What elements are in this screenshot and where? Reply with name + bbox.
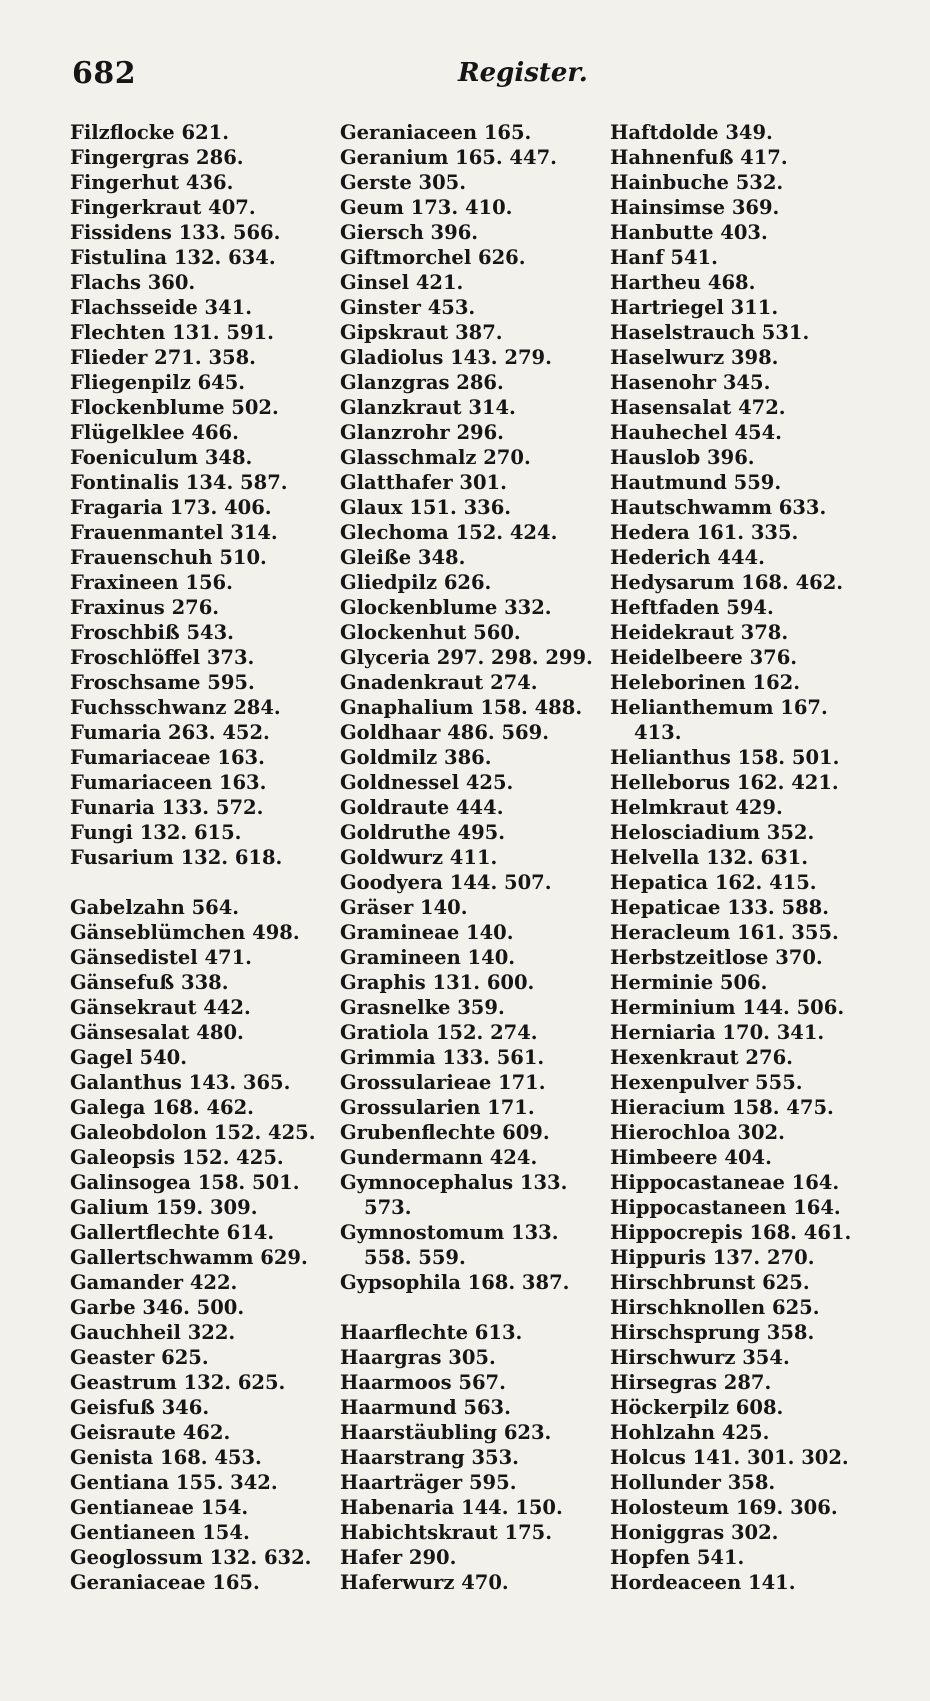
index-entry: Galeobdolon 152. 425. (70, 1121, 316, 1144)
index-entry: Herniaria 170. 341. (610, 1021, 825, 1044)
index-entry: Herminie 506. (610, 971, 768, 994)
index-entry: Hirsegras 287. (610, 1371, 772, 1394)
index-entry: Heracleum 161. 355. (610, 921, 839, 944)
index-entry: Haftdolde 349. (610, 121, 773, 144)
index-entry: Gänsedistel 471. (70, 946, 252, 969)
index-entry: Gallertflechte 614. (70, 1221, 275, 1244)
index-entry: Hanf 541. (610, 246, 718, 269)
index-entry: Graphis 131. 600. (340, 971, 535, 994)
index-column-2 (340, 120, 605, 1595)
index-entry: Hordeaceen 141. (610, 1571, 796, 1594)
index-entry: Goodyera 144. 507. (340, 871, 552, 894)
index-entry: Hexenkraut 276. (610, 1046, 793, 1069)
index-entry: Giersch 396. (340, 221, 479, 244)
index-entry: Goldruthe 495. (340, 821, 506, 844)
index-entry: Habichtskraut 175. (340, 1521, 553, 1544)
index-entry: Heleborinen 162. (610, 671, 801, 694)
index-entry: Garbe 346. 500. (70, 1296, 245, 1319)
index-entry: Geraniaceae 165. (70, 1571, 260, 1594)
index-entry: Fistulina 132. 634. (70, 246, 276, 269)
index-entry: Gabelzahn 564. (70, 896, 240, 919)
index-entry: Gnadenkraut 274. (340, 671, 538, 694)
index-entry: Glanzkraut 314. (340, 396, 516, 419)
index-entry: Gypsophila 168. 387. (340, 1271, 570, 1294)
index-entry: Hopfen 541. (610, 1546, 745, 1569)
index-entry: Gratiola 152. 274. (340, 1021, 538, 1044)
index-entry: Helvella 132. 631. (610, 846, 808, 869)
index-entry: Glanzrohr 296. (340, 421, 504, 444)
index-entry: Hirschknollen 625. (610, 1296, 820, 1319)
index-entry: Grasnelke 359. (340, 996, 505, 1019)
index-entry: Flachs 360. (70, 271, 196, 294)
index-entry: Gräser 140. (340, 896, 468, 919)
index-entry: Hirschbrunst 625. (610, 1271, 810, 1294)
index-entry: Geraniaceen 165. (340, 121, 532, 144)
index-entry: Fuchsschwanz 284. (70, 696, 281, 719)
index-entry: Geastrum 132. 625. (70, 1371, 286, 1394)
index-entry: Fraxineen 156. (70, 571, 233, 594)
index-entry: Goldnessel 425. (340, 771, 514, 794)
index-entry: Glasschmalz 270. (340, 446, 531, 469)
index-entry: Fingerkraut 407. (70, 196, 256, 219)
index-entry: Fragaria 173. 406. (70, 496, 272, 519)
index-column-3 (610, 120, 910, 1595)
section-gap (340, 1295, 605, 1320)
index-entry: Hippocastaneae 164. (610, 1171, 840, 1194)
index-entry: Hedera 161. 335. (610, 521, 799, 544)
index-entry: Grubenflechte 609. (340, 1121, 550, 1144)
index-entry: Helosciadium 352. (610, 821, 815, 844)
index-entry: Hauslob 396. (610, 446, 755, 469)
index-entry: Goldmilz 386. (340, 746, 492, 769)
index-entry: Gymnocephalus 133. (340, 1171, 568, 1194)
index-entry: Fungi 132. 615. (70, 821, 242, 844)
index-entry: Gymnostomum 133. (340, 1221, 559, 1244)
index-entry: Haselstrauch 531. (610, 321, 810, 344)
index-entry: Fumariaceae 163. (70, 746, 265, 769)
index-entry: Grossularien 171. (340, 1096, 535, 1119)
index-entry: Hirschsprung 358. (610, 1321, 815, 1344)
index-entry: Gliedpilz 626. (340, 571, 492, 594)
index-entry: Fingergras 286. (70, 146, 244, 169)
index-entry: Hautmund 559. (610, 471, 782, 494)
index-entry: Fumariaceen 163. (70, 771, 267, 794)
index-entry: Hierochloa 302. (610, 1121, 785, 1144)
index-entry: Helianthemum 167. (610, 696, 828, 719)
index-entry: Glechoma 152. 424. (340, 521, 558, 544)
index-entry: Hahnenfuß 417. (610, 146, 788, 169)
index-entry: Hasensalat 472. (610, 396, 786, 419)
index-entry: Galega 168. 462. (70, 1096, 254, 1119)
index-entry: Hainsimse 369. (610, 196, 780, 219)
index-entry: Froschlöffel 373. (70, 646, 255, 669)
index-entry: Foeniculum 348. (70, 446, 253, 469)
index-entry: Gentianeen 154. (70, 1521, 250, 1544)
index-entry: Gladiolus 143. 279. (340, 346, 552, 369)
index-entry: Giftmorchel 626. (340, 246, 526, 269)
index-entry: Gramineae 140. (340, 921, 514, 944)
index-entry: Höckerpilz 608. (610, 1396, 784, 1419)
index-entry: Goldwurz 411. (340, 846, 498, 869)
index-entry: Galium 159. 309. (70, 1196, 258, 1219)
index-entry: Herminium 144. 506. (610, 996, 845, 1019)
index-entry: Hasenohr 345. (610, 371, 771, 394)
index-entry: Frauenmantel 314. (70, 521, 278, 544)
index-entry: Hippocastaneen 164. (610, 1196, 841, 1219)
index-entry: Fumaria 263. 452. (70, 721, 270, 744)
index-entry: Holcus 141. 301. 302. (610, 1446, 849, 1469)
index-entry: Galinsogea 158. 501. (70, 1171, 300, 1194)
index-entry: Flieder 271. 358. (70, 346, 256, 369)
index-entry: Fingerhut 436. (70, 171, 234, 194)
index-entry: Hautschwamm 633. (610, 496, 827, 519)
index-entry: Grimmia 133. 561. (340, 1046, 545, 1069)
index-entry: Hohlzahn 425. (610, 1421, 770, 1444)
index-entry: Froschsame 595. (70, 671, 255, 694)
index-entry: Hainbuche 532. (610, 171, 784, 194)
section-gap (70, 870, 330, 895)
index-entry: Haarmund 563. (340, 1396, 511, 1419)
index-entry: Gänseblümchen 498. (70, 921, 300, 944)
index-entry: Haarträger 595. (340, 1471, 517, 1494)
index-entry: Fraxinus 276. (70, 596, 220, 619)
index-column-1 (70, 120, 330, 1595)
index-entry: Gramineen 140. (340, 946, 516, 969)
index-entry: Hepaticae 133. 588. (610, 896, 829, 919)
index-entry: Haselwurz 398. (610, 346, 779, 369)
index-entry: Haarflechte 613. (340, 1321, 523, 1344)
index-entry: Fontinalis 134. 587. (70, 471, 288, 494)
index-entry: Ginsel 421. (340, 271, 464, 294)
index-entry: Hederich 444. (610, 546, 765, 569)
index-entry: Gipskraut 387. (340, 321, 503, 344)
index-entry: Geoglossum 132. 632. (70, 1546, 312, 1569)
index-entry: Haarstäubling 623. (340, 1421, 552, 1444)
index-entry: Himbeere 404. (610, 1146, 772, 1169)
index-entry: Gallertschwamm 629. (70, 1246, 308, 1269)
index-entry: Hippuris 137. 270. (610, 1246, 815, 1269)
index-entry: Flachsseide 341. (70, 296, 253, 319)
index-entry: Funaria 133. 572. (70, 796, 264, 819)
index-entry: 558. 559. (364, 1246, 466, 1269)
index-entry: Fliegenpilz 645. (70, 371, 246, 394)
index-entry: Helianthus 158. 501. (610, 746, 840, 769)
index-entry: Hirschwurz 354. (610, 1346, 790, 1369)
index-entry: Hanbutte 403. (610, 221, 768, 244)
index-entry: Filzflocke 621. (70, 121, 229, 144)
index-entry: Gerste 305. (340, 171, 467, 194)
index-entry: Gamander 422. (70, 1271, 238, 1294)
index-entry: Grossularieae 171. (340, 1071, 546, 1094)
index-entry: Glockenhut 560. (340, 621, 521, 644)
index-entry: Hexenpulver 555. (610, 1071, 803, 1094)
index-entry: Heidelbeere 376. (610, 646, 798, 669)
index-entry: Flechten 131. 591. (70, 321, 274, 344)
index-entry: Fissidens 133. 566. (70, 221, 281, 244)
running-head: Register. (458, 58, 588, 88)
index-entry: Glaux 151. 336. (340, 496, 512, 519)
index-entry: Goldhaar 486. 569. (340, 721, 549, 744)
index-entry: Haargras 305. (340, 1346, 496, 1369)
index-entry: Hedysarum 168. 462. (610, 571, 844, 594)
index-entry: Glatthafer 301. (340, 471, 507, 494)
index-entry: Geum 173. 410. (340, 196, 513, 219)
index-entry: Hollunder 358. (610, 1471, 776, 1494)
index-entry: Geaster 625. (70, 1346, 209, 1369)
index-entry: Gänsekraut 442. (70, 996, 251, 1019)
index-entry: Hauhechel 454. (610, 421, 782, 444)
index-entry: Hartheu 468. (610, 271, 756, 294)
index-entry: Geisraute 462. (70, 1421, 231, 1444)
index-entry: Gleiße 348. (340, 546, 466, 569)
index-entry: 413. (634, 721, 682, 744)
index-entry: Glockenblume 332. (340, 596, 552, 619)
index-entry: Gnaphalium 158. 488. (340, 696, 583, 719)
index-entry: Gänsefuß 338. (70, 971, 229, 994)
index-entry: Galeopsis 152. 425. (70, 1146, 284, 1169)
index-entry: Hafer 290. (340, 1546, 457, 1569)
index-entry: Haarmoos 567. (340, 1371, 506, 1394)
index-entry: Hepatica 162. 415. (610, 871, 817, 894)
index-entry: Froschbiß 543. (70, 621, 234, 644)
index-entry: Hartriegel 311. (610, 296, 779, 319)
index-entry: Gundermann 424. (340, 1146, 538, 1169)
index-entry: Heidekraut 378. (610, 621, 789, 644)
index-entry: Habenaria 144. 150. (340, 1496, 563, 1519)
index-entry: Gagel 540. (70, 1046, 188, 1069)
index-entry: Frauenschuh 510. (70, 546, 267, 569)
index-entry: 573. (364, 1196, 412, 1219)
index-entry: Galanthus 143. 365. (70, 1071, 291, 1094)
index-entry: Goldraute 444. (340, 796, 504, 819)
index-entry: Gentiana 155. 342. (70, 1471, 278, 1494)
index-entry: Gänsesalat 480. (70, 1021, 244, 1044)
index-entry: Heftfaden 594. (610, 596, 774, 619)
index-entry: Herbstzeitlose 370. (610, 946, 823, 969)
index-entry: Flügelklee 466. (70, 421, 239, 444)
index-entry: Geisfuß 346. (70, 1396, 210, 1419)
index-entry: Gauchheil 322. (70, 1321, 236, 1344)
index-entry: Helleborus 162. 421. (610, 771, 839, 794)
index-entry: Honiggras 302. (610, 1521, 779, 1544)
index-entry: Fusarium 132. 618. (70, 846, 283, 869)
index-entry: Haferwurz 470. (340, 1571, 509, 1594)
index-entry: Glanzgras 286. (340, 371, 504, 394)
index-entry: Genista 168. 453. (70, 1446, 262, 1469)
index-entry: Haarstrang 353. (340, 1446, 519, 1469)
index-entry: Holosteum 169. 306. (610, 1496, 838, 1519)
index-entry: Flockenblume 502. (70, 396, 279, 419)
index-entry: Helmkraut 429. (610, 796, 783, 819)
index-entry: Geranium 165. 447. (340, 146, 557, 169)
index-entry: Ginster 453. (340, 296, 476, 319)
index-entry: Hieracium 158. 475. (610, 1096, 834, 1119)
index-entry: Gentianeae 154. (70, 1496, 249, 1519)
index-entry: Glyceria 297. 298. 299. (340, 646, 593, 669)
index-entry: Hippocrepis 168. 461. (610, 1221, 852, 1244)
page-number: 682 (72, 56, 137, 91)
